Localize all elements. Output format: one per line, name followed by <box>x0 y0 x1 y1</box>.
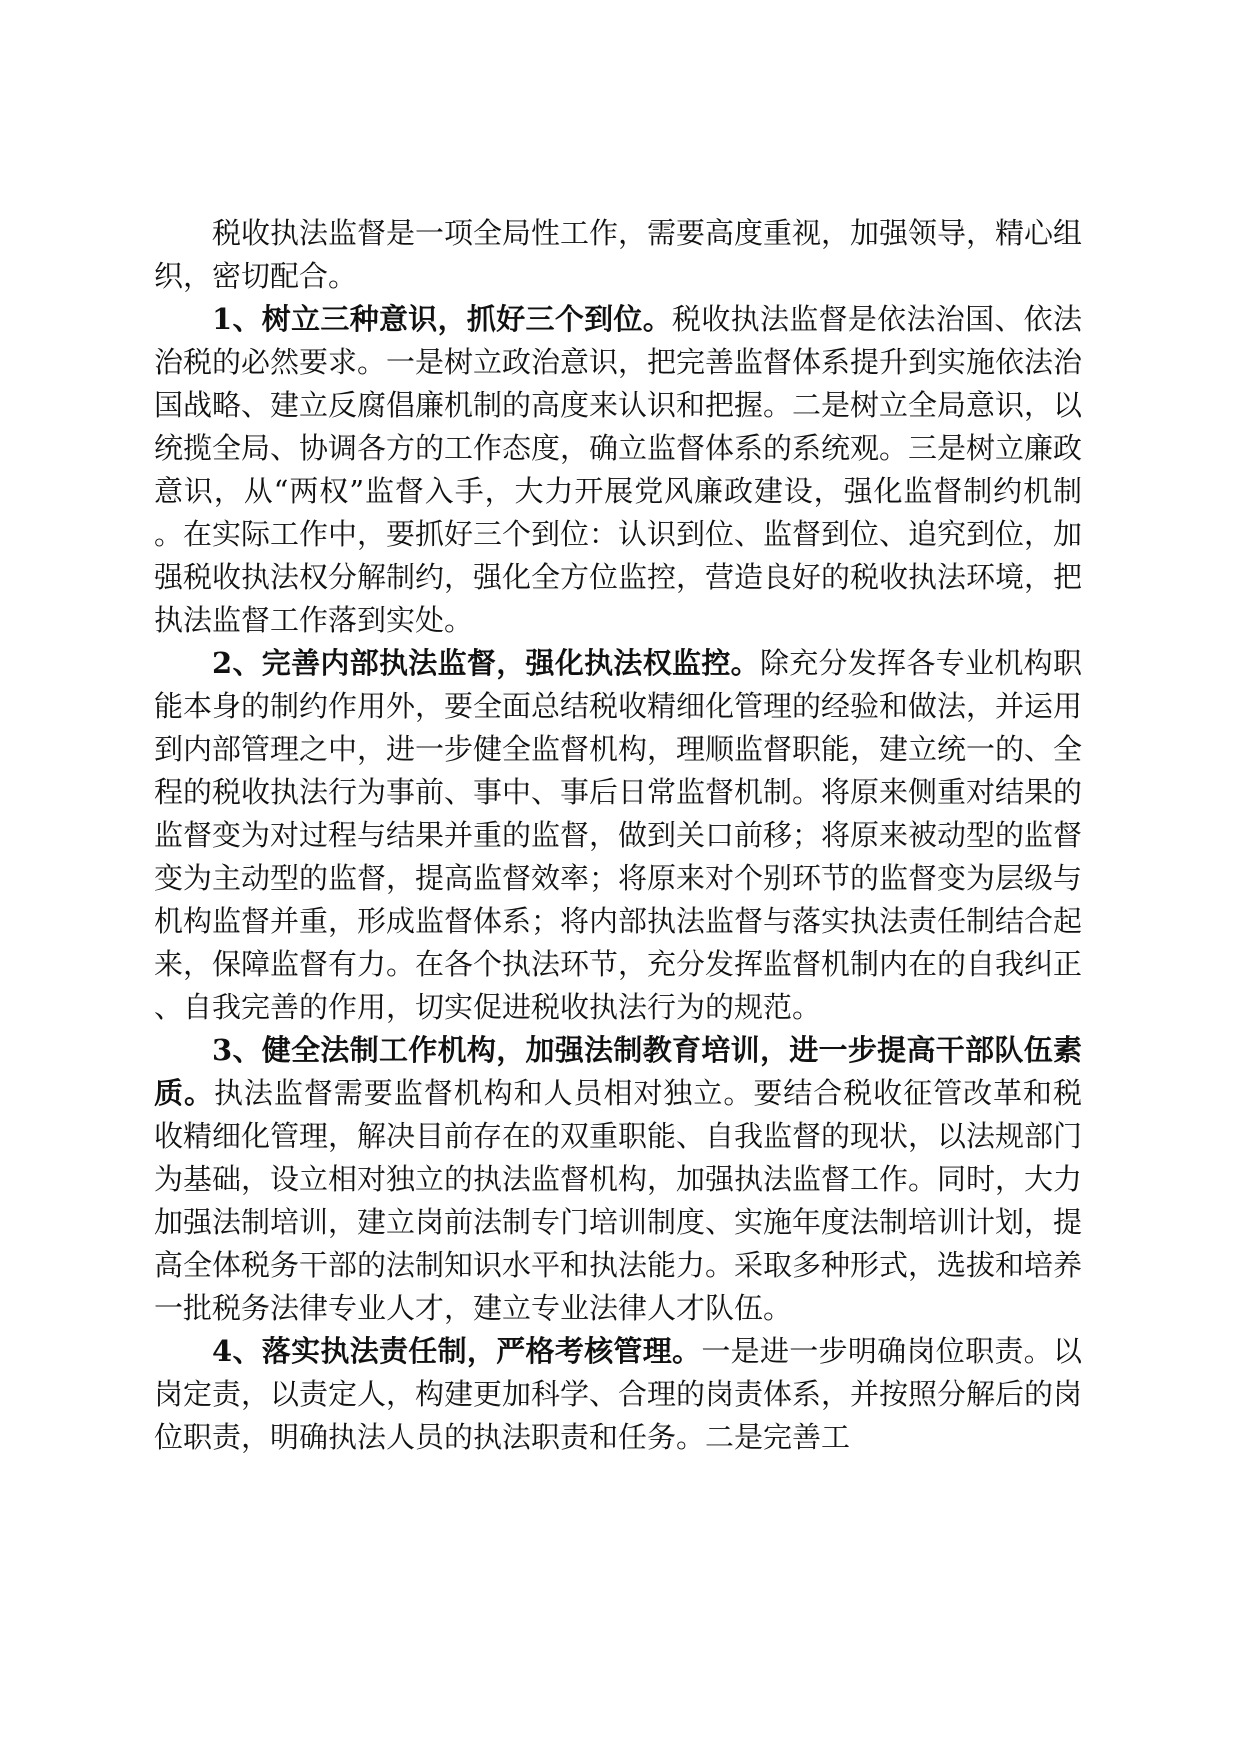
paragraph-heading: 3、健全法制工作机构，加强法制教育培训，进一步提高干部队伍素质。 <box>154 1033 1082 1110</box>
paragraph-section-4 <box>154 1330 1082 1459</box>
paragraph-text: 税收执法监督是依法治国、依法治税的必然要求。一是树立政治意识，把完善监督体系提升到实施依法治国战略、建立反腐倡廉机制的高度来认识和把握。二是树立全局意识，以统揽全局、协调各方的工作态度，确立监督体系的系统观。三是树立廉政意识，从“两权”监督入手，大力开展党风廉政建设，强化监督制约机制。在实际工作中，要抓好三个到位：认识到位、监督到位、追究到位，加强税收执法权分解制约，强化全方位监控，营造良好的税收执法环境，把执法监督工作落到实处。 <box>154 302 1083 637</box>
paragraph-text: 除充分发挥各专业机构职能本身的制约作用外，要全面总结税收精细化管理的经验和做法，并运用到内部管理之中，进一步健全监督机构，理顺监督职能，建立统一的、全程的税收执法行为事前、事中、事后日常监督机制。将原来侧重对结果的监督变为对过程与结果并重的监督，做到关口前移；将原来被动型的监督变为主动型的监督，提高监督效率；将原来对个别环节的监督变为层级与机构监督并重，形成监督体系；将内部执法监督与落实执法责任制结合起来，保障监督有力。在各个执法环节，充分发挥监督机制内在的自我纠正、自我完善的作用，切实促进税收执法行为的规范。 <box>154 646 1083 1024</box>
paragraph-heading: 2、完善内部执法监督，强化执法权监控。 <box>212 646 760 680</box>
paragraph-intro <box>154 212 1082 298</box>
paragraph-text: 一是进一步明确岗位职责。以岗定责，以责定人，构建更加科学、合理的岗责体系，并按照分解后的岗位职责，明确执法人员的执法职责和任务。二是完善工 <box>154 1334 1083 1454</box>
paragraph-section-2 <box>154 642 1082 1029</box>
paragraph-heading: 1、树立三种意识，抓好三个到位。 <box>212 302 673 336</box>
paragraph-text: 执法监督需要监督机构和人员相对独立。要结合税收征管改革和税收精细化管理，解决目前存在的双重职能、自我监督的现状，以法规部门为基础，设立相对独立的执法监督机构，加强执法监督工作。同时，大力加强法制培训，建立岗前法制专门培训制度、实施年度法制培训计划，提高全体税务干部的法制知识水平和执法能力。采取多种形式，选拔和培养一批税务法律专业人才，建立专业法律人才队伍。 <box>154 1076 1083 1325</box>
paragraph-section-1 <box>154 298 1082 642</box>
paragraph-section-3 <box>154 1029 1082 1330</box>
paragraph-heading: 4、落实执法责任制，严格考核管理。 <box>212 1334 702 1368</box>
document-body <box>154 212 1082 1459</box>
paragraph-text: 税收执法监督是一项全局性工作，需要高度重视，加强领导，精心组织，密切配合。 <box>154 216 1083 293</box>
